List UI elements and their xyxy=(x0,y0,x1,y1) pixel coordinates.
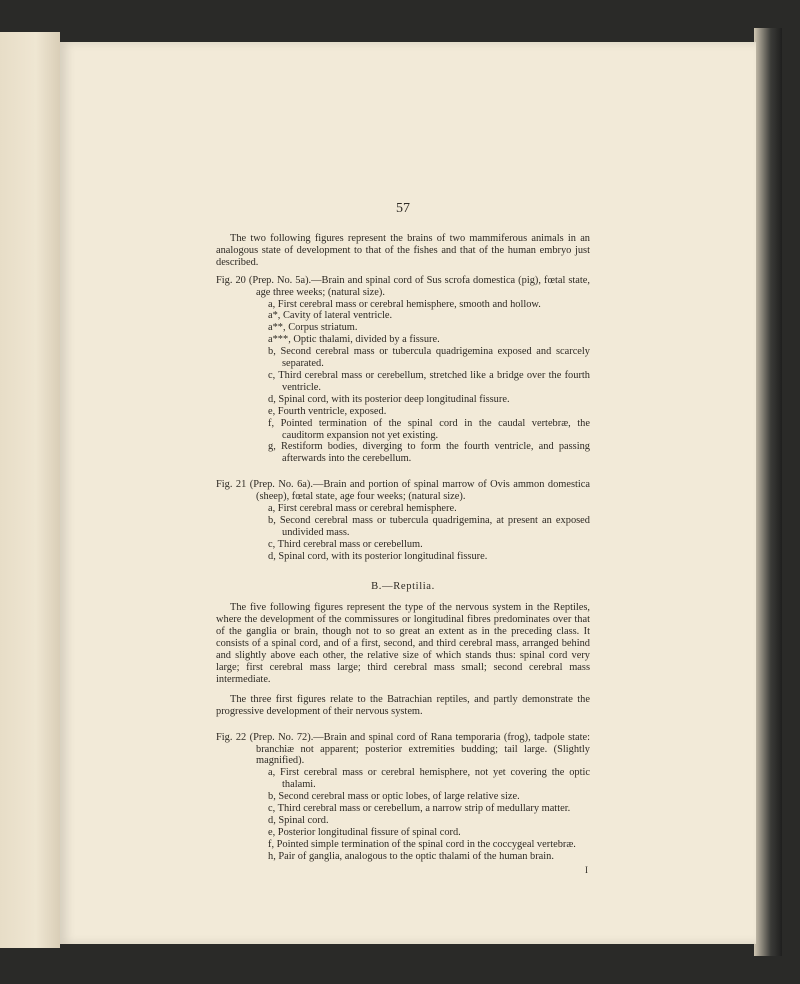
legend-item: d, Spinal cord, with its posterior deep longitudinal fissure. xyxy=(268,393,510,405)
fig22-caption: Fig. 22 (Prep. No. 72).—Brain and spinal cord of Rana temporaria (frog), tadpole state: branchiæ not apparent; posterior extremities budding; tail large. (Slightly magnified). xyxy=(216,731,590,767)
book-page xyxy=(60,42,756,944)
reptilia-paragraph-1: The five following figures represent the type of the nervous system in the Reptiles, where the development of the commissures or longitudinal fibres predominates over that of the ganglia or brain, though not to so great an extent as in the preceding class. It consists of a spinal cord, and of a first, second, and third cerebral mass, arranged behind and slightly above each other, the relative size of which stands thus: spinal cord very large; first cerebral mass large; third cerebral mass small; second cerebral mass intermediate. xyxy=(216,602,590,685)
legend-item: c, Third cerebral mass or cerebellum, a narrow strip of medullary matter. xyxy=(268,803,571,815)
left-page-edge xyxy=(0,32,60,948)
legend-item: f, Pointed simple termination of the spinal cord in the coccygeal vertebræ. xyxy=(268,838,576,850)
page-number: 57 xyxy=(396,201,410,216)
legend-item: d, Spinal cord, with its posterior longitudinal fissure. xyxy=(268,550,488,562)
fig20-legend xyxy=(216,299,590,466)
legend-item: a*, Cavity of lateral ventricle. xyxy=(268,310,393,322)
fig21-caption: Fig. 21 (Prep. No. 6a).—Brain and portion of spinal marrow of Ovis ammon domestica (sheep), fœtal state, age four weeks; (natural size). xyxy=(216,479,590,503)
fig20-caption: Fig. 20 (Prep. No. 5a).—Brain and spinal cord of Sus scrofa domestica (pig), fœtal state, age three weeks; (natural size). xyxy=(216,274,590,298)
legend-item: e, Posterior longitudinal fissure of spinal cord. xyxy=(268,826,461,838)
legend-item: a**, Corpus striatum. xyxy=(268,322,358,334)
legend-item: a, First cerebral mass or cerebral hemisphere. xyxy=(268,503,457,515)
legend-item: f, Pointed termination of the spinal cord in the caudal vertebræ, the cauditorm expansion not yet existing. xyxy=(268,417,590,441)
legend-item: c, Third cerebral mass or cerebellum, stretched like a bridge over the fourth ventricle. xyxy=(268,369,590,393)
legend-item: g, Restiform bodies, diverging to form the fourth ventricle, and passing afterwards into the cerebellum. xyxy=(268,441,590,465)
fig22-legend xyxy=(216,767,590,862)
legend-item: b, Second cerebral mass or optic lobes, of large relative size. xyxy=(268,791,520,803)
section-heading: B.—Reptilia. xyxy=(371,580,435,592)
fig21-legend xyxy=(216,503,590,563)
legend-item: e, Fourth ventricle, exposed. xyxy=(268,405,387,417)
legend-item: a, First cerebral mass or cerebral hemisphere, not yet covering the optic thalami. xyxy=(268,767,590,791)
legend-item: a***, Optic thalami, divided by a fissure. xyxy=(268,334,440,346)
intro-paragraph: The two following figures represent the brains of two mammiferous animals in an analogous state of development to that of the fishes and that of the human embryo just described. xyxy=(216,233,590,268)
legend-item: d, Spinal cord. xyxy=(268,814,329,826)
legend-item: b, Second cerebral mass or tubercula quadrigemina, at present an exposed undivided mass. xyxy=(268,514,590,538)
legend-item: c, Third cerebral mass or cerebellum. xyxy=(268,538,423,550)
legend-item: a, First cerebral mass or cerebral hemisphere, smooth and hollow. xyxy=(268,298,541,310)
signature-mark: I xyxy=(585,864,588,875)
book-spine-edge xyxy=(754,28,782,956)
legend-item: b, Second cerebral mass or tubercula quadrigemina exposed and scarcely separated. xyxy=(268,346,590,370)
page-content xyxy=(216,201,590,877)
reptilia-paragraph-2: The three first figures relate to the Batrachian reptiles, and partly demonstrate the progressive development of their nervous system. xyxy=(216,693,590,717)
legend-item: h, Pair of ganglia, analogous to the optic thalami of the human brain. xyxy=(268,850,554,862)
